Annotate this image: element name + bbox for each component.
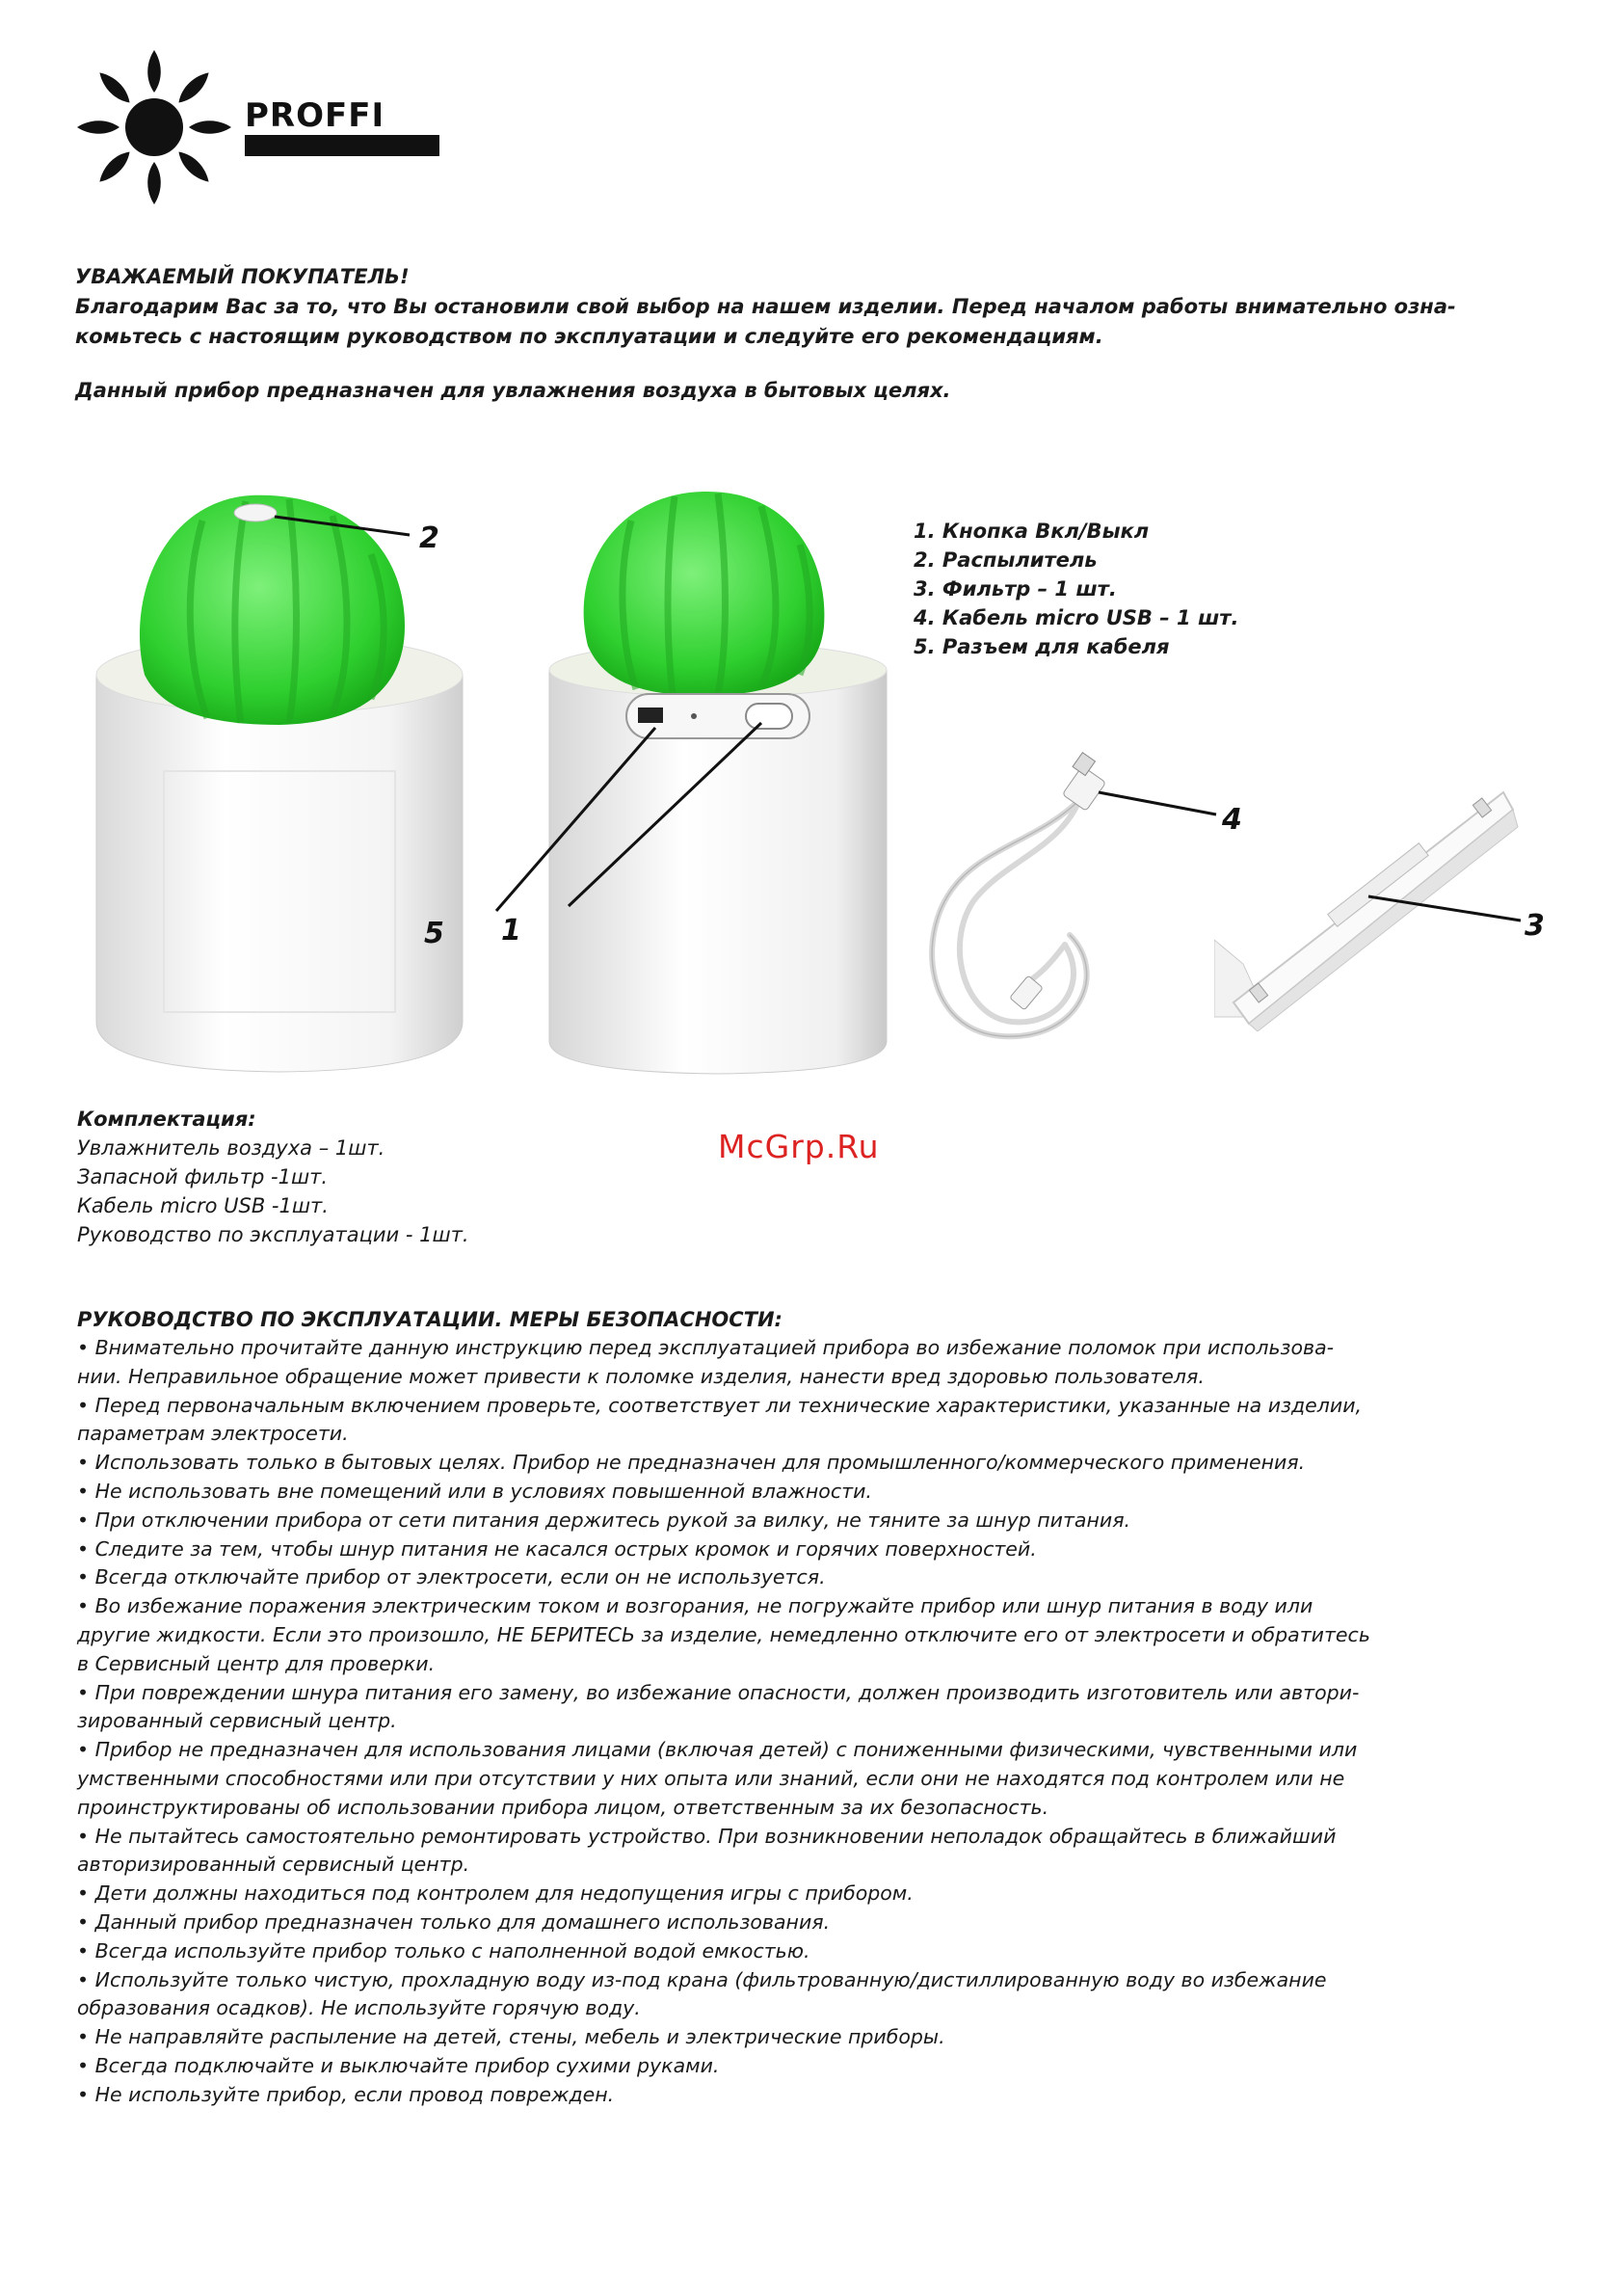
callout-4: 4	[1222, 803, 1242, 837]
parts-list-item: 2. Распылитель	[914, 548, 1098, 572]
safety-line: • Всегда отключайте прибор от электросети, если он не используется.	[77, 1565, 826, 1589]
sun-logo-icon	[75, 50, 239, 204]
safety-line: • Данный прибор предназначен только для домашнего использования.	[77, 1909, 831, 1934]
kit-title: Комплектация:	[77, 1108, 256, 1131]
brand-name: PROFFI	[245, 96, 385, 135]
safety-line: • Дети должны находиться под контролем для недопущения игры с прибором.	[77, 1882, 914, 1906]
usb-cable-image	[896, 742, 1262, 1070]
callout-3: 3	[1525, 909, 1545, 943]
safety-line: • Во избежание поражения электрическим током и возгорания, не погружайте прибор или шнур питания в воду или	[77, 1594, 1313, 1618]
purpose: Данный прибор предназначен для увлажнения воздуха в бытовых целях.	[75, 379, 951, 402]
kit-item: Руководство по эксплуатации - 1шт.	[77, 1223, 469, 1246]
filter-image	[1214, 771, 1552, 1031]
safety-line: проинструктированы об использовании прибора лицом, ответственным за их безопасность.	[77, 1795, 1049, 1819]
parts-list-item: 3. Фильтр – 1 шт.	[914, 577, 1117, 601]
brand-bar	[245, 135, 439, 156]
safety-line: • Использовать только в бытовых целях. Прибор не предназначен для промышленного/коммерческого применения.	[77, 1451, 1306, 1475]
safety-line: • Используйте только чистую, прохладную воду из-под крана (фильтрованную/дистиллированную воду во избежание	[77, 1967, 1327, 1991]
humidifier-front-image	[87, 482, 472, 1080]
safety-line: • Не направляйте распыление на детей, стены, мебель и электрические приборы.	[77, 2025, 945, 2049]
safety-line: • Прибор не предназначен для использования лицами (включая детей) с пониженными физическими, чувственными или	[77, 1738, 1358, 1762]
safety-section	[77, 1305, 1552, 2110]
safety-line: зированный сервисный центр.	[77, 1709, 397, 1733]
humidifier-back-image	[424, 482, 925, 1099]
safety-line: • Перед первоначальным включением проверьте, соответствует ли технические характеристики, указанные на изделии,	[77, 1393, 1363, 1417]
safety-line: другие жидкости. Если это произошло, НЕ БЕРИТЕСЬ за изделие, немедленно отключите его от электросети и обратитесь	[77, 1622, 1370, 1646]
safety-line: • Следите за тем, чтобы шнур питания не касался острых кромок и горячих поверхностей.	[77, 1536, 1037, 1561]
safety-line: • Внимательно прочитайте данную инструкцию перед эксплуатацией прибора во избежание поломок при использова-	[77, 1336, 1335, 1359]
parts-list-item: 5. Разъем для кабеля	[914, 635, 1170, 658]
safety-line: • При отключении прибора от сети питания держитесь рукой за вилку, не тяните за шнур питания.	[77, 1508, 1131, 1532]
safety-line: • Не используйте прибор, если провод поврежден.	[77, 2082, 615, 2106]
safety-line: • Всегда подключайте и выключайте прибор сухими руками.	[77, 2053, 720, 2077]
safety-list	[77, 1334, 1552, 2110]
callout-2: 2	[419, 521, 439, 555]
brand-logo	[75, 50, 461, 204]
kit-item: Запасной фильтр -1шт.	[77, 1165, 329, 1188]
safety-line: образования осадков). Не используйте горячую воду.	[77, 1996, 641, 2020]
safety-line: • Не использовать вне помещений или в условиях повышенной влажности.	[77, 1479, 872, 1503]
safety-line: авторизированный сервисный центр.	[77, 1853, 470, 1877]
kit-item: Кабель micro USB -1шт.	[77, 1194, 329, 1217]
callout-1: 1	[501, 914, 521, 948]
safety-line: в Сервисный центр для проверки.	[77, 1651, 436, 1675]
watermark: McGrp.Ru	[718, 1128, 880, 1165]
intro-section	[75, 262, 1540, 406]
safety-line: параметрам электросети.	[77, 1422, 349, 1446]
safety-line: умственными способностями или при отсутствии у них опыта или знаний, если они не находятся под контролем или не	[77, 1766, 1345, 1790]
parts-list-item: 1. Кнопка Вкл/Выкл	[914, 520, 1150, 543]
safety-title: РУКОВОДСТВО ПО ЭКСПЛУАТАЦИИ. МЕРЫ БЕЗОПАСНОСТИ:	[77, 1308, 782, 1331]
kit-section	[77, 1105, 469, 1249]
safety-line: • Всегда используйте прибор только с наполненной водой емкостью.	[77, 1938, 810, 1962]
thanks-line-2: комьтесь с настоящим руководством по эксплуатации и следуйте его рекомендациям.	[75, 325, 1103, 348]
safety-line: • При повреждении шнура питания его замену, во избежание опасности, должен производить изготовитель или автори-	[77, 1680, 1360, 1704]
safety-line: • Не пытайтесь самостоятельно ремонтировать устройство. При возникновении неполадок обращайтесь в ближайший	[77, 1824, 1337, 1848]
kit-item: Увлажнитель воздуха – 1шт.	[77, 1136, 385, 1160]
parts-list	[914, 517, 1238, 661]
thanks-line-1: Благодарим Вас за то, что Вы остановили свой выбор на нашем изделии. Перед началом работы внимательно озна-	[75, 295, 1456, 318]
parts-list-item: 4. Кабель micro USB – 1 шт.	[914, 606, 1239, 629]
callout-5: 5	[424, 917, 444, 950]
greeting: УВАЖАЕМЫЙ ПОКУПАТЕЛЬ!	[75, 265, 410, 288]
safety-line: нии. Неправильное обращение может привести к поломке изделия, нанести вред здоровью пользователя.	[77, 1364, 1205, 1388]
